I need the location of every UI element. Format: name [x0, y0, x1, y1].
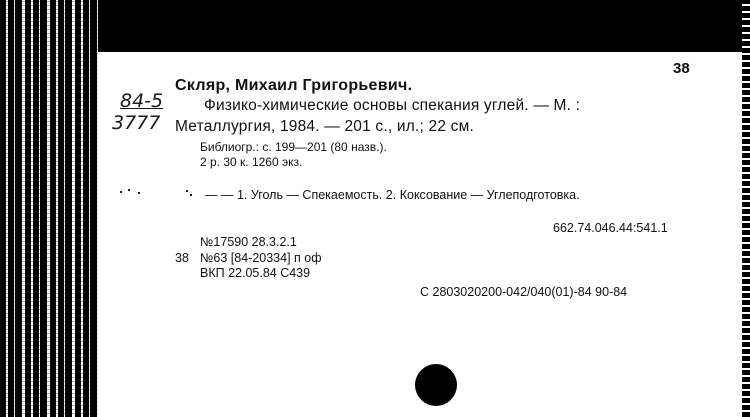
- catalog-code: С 2803020200-042/040(01)-84 90-84: [420, 285, 628, 299]
- registration-line-2: №63 [84-20334] п оф: [200, 251, 322, 265]
- title-line: Физико-химические основы спекания углей. — М. :: [204, 97, 581, 114]
- price-and-print-run: 2 р. 30 к. 1260 экз.: [200, 155, 303, 169]
- bibliography-note: Библиогр.: с. 199—201 (80 назв.).: [200, 140, 387, 154]
- scan-border-right: [742, 0, 750, 417]
- catalog-card: [98, 52, 742, 417]
- subject-headings: — — 1. Уголь — Спекаемость. 2. Коксование — Углеподготовка.: [205, 188, 580, 202]
- card-punch-hole: [415, 364, 457, 406]
- registration-line-3: ВКП 22.05.84 С439: [200, 266, 311, 280]
- scan-border-top: [0, 0, 750, 52]
- registration-line-1: №17590 28.3.2.1: [200, 235, 297, 249]
- handwritten-shelf-mark-top: 84-5: [120, 90, 164, 112]
- scan-specks: [116, 187, 196, 197]
- author-heading: Скляр, Михаил Григорьевич.: [175, 77, 413, 94]
- scan-border-left: [0, 0, 98, 417]
- registration-prefix: 38: [175, 251, 189, 265]
- page-number: 38: [673, 60, 690, 77]
- handwritten-shelf-mark-bottom: 3777: [112, 112, 161, 134]
- publisher-line: Металлургия, 1984. — 201 с., ил.; 22 см.: [175, 118, 474, 135]
- udc-classification: 662.74.046.44:541.1: [553, 221, 668, 235]
